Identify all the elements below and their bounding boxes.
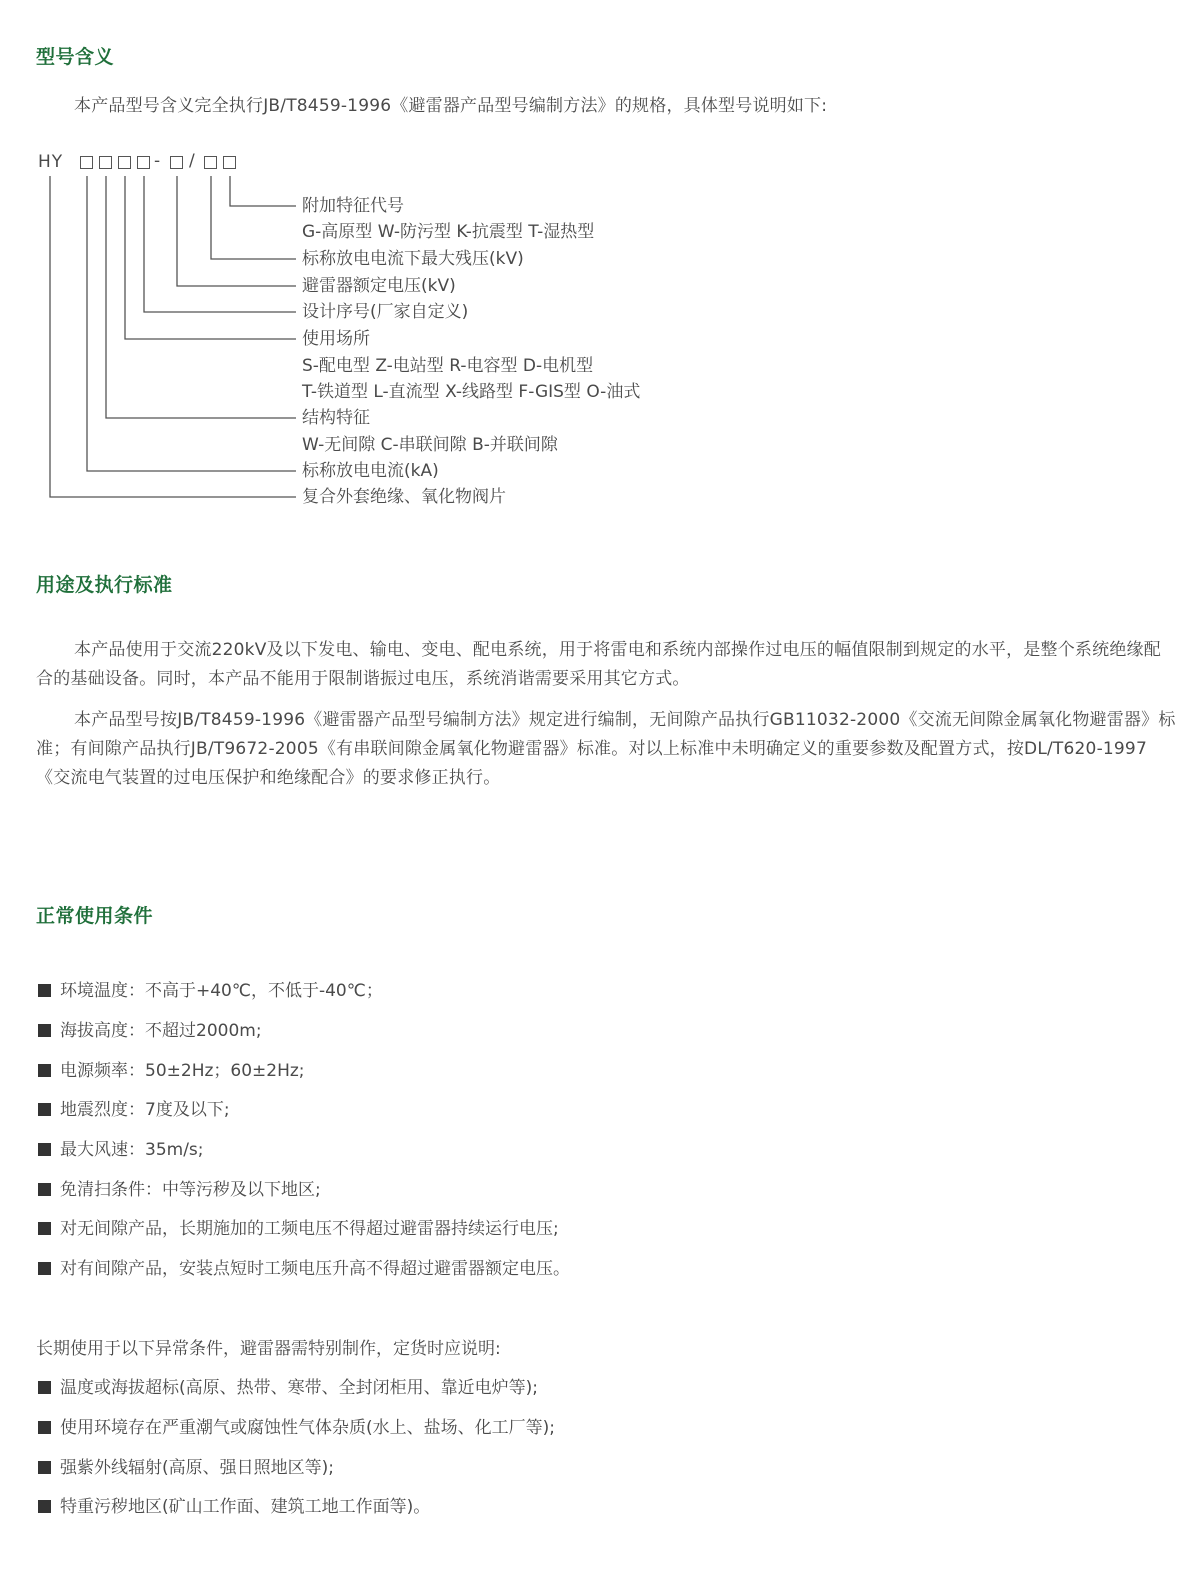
purpose-paragraph: 本产品使用于交流220kV及以下发电、输电、变电、配电系统，用于将雷电和系统内部操作过电压的幅值限制到规定的水平，是整个系统绝缘配合的基础设备。同时，本产品不能用于限制谐振过电压，系统消谐需要采用其它方式。 (36, 640, 1161, 689)
bullet-square-icon (38, 1183, 51, 1196)
condition-item: 环境温度：不高于+40℃，不低于-40℃； (38, 978, 383, 1004)
connector-line-box7 (230, 176, 296, 206)
section-title-model-meaning: 型号含义 (36, 46, 115, 68)
label-max-residual-voltage: 标称放电电流下最大残压(kV) (302, 249, 524, 269)
bullet-square-icon (38, 984, 51, 997)
condition-item: 对有间隙产品，安装点短时工频电压升高不得超过避雷器额定电压。 (38, 1256, 570, 1282)
abnormal-condition-item: 使用环境存在严重潮气或腐蚀性气体杂质(水上、盐场、化工厂等); (38, 1415, 555, 1441)
standards-paragraph: 本产品型号按JB/T8459-1996《避雷器产品型号编制方法》规定进行编制，无间隙产品执行GB11032-2000《交流无间隙金属氧化物避雷器》标准；有间隙产品执行JB/T9672-2005《有串联间隙金属氧化物避雷器》标准。对以上标准中未明确定义的重要参数及配置方式，按DL/T620-1997《交流电气装置的过电压保护和绝缘配合》的要求修正执行。 (36, 710, 1176, 788)
condition-item: 电源频率：50±2Hz；60±2Hz; (38, 1058, 305, 1084)
bullet-square-icon (38, 1262, 51, 1275)
label-nominal-discharge-current: 标称放电电流(kA) (302, 461, 439, 481)
model-diagram-lines (0, 0, 1200, 520)
label-structure-options: W-无间隙 C-串联间隙 B-并联间隙 (302, 435, 558, 455)
condition-item: 免清扫条件：中等污秽及以下地区; (38, 1177, 321, 1203)
model-prefix: HY (38, 152, 64, 172)
code-slash: / (189, 151, 195, 171)
abnormal-condition-item: 强紫外线辐射(高原、强日照地区等); (38, 1455, 334, 1481)
label-additional-feature: 附加特征代号 (302, 196, 404, 216)
condition-item: 对无间隙产品，长期施加的工频电压不得超过避雷器持续运行电压; (38, 1216, 559, 1242)
connector-line-box6 (211, 176, 296, 259)
code-dash: - (154, 151, 161, 171)
label-rated-voltage: 避雷器额定电压(kV) (302, 276, 456, 296)
bullet-square-icon (38, 1461, 51, 1474)
bullet-square-icon (38, 1500, 51, 1513)
connector-line-box2 (106, 176, 296, 418)
label-composite-housing: 复合外套绝缘、氧化物阀片 (302, 487, 506, 507)
condition-item: 地震烈度：7度及以下; (38, 1097, 230, 1123)
bullet-square-icon (38, 1381, 51, 1394)
label-usage-options-2: T-铁道型 L-直流型 X-线路型 F-GIS型 O-油式 (302, 382, 641, 402)
connector-line-box4 (144, 176, 296, 312)
bullet-square-icon (38, 1421, 51, 1434)
label-design-number: 设计序号(厂家自定义) (302, 302, 469, 322)
abnormal-conditions-intro: 长期使用于以下异常条件，避雷器需特别制作，定货时应说明: (36, 1339, 501, 1359)
section-title-purpose-standards: 用途及执行标准 (36, 574, 173, 596)
label-additional-feature-options: G-高原型 W-防污型 K-抗震型 T-湿热型 (302, 222, 595, 242)
bullet-square-icon (38, 1024, 51, 1037)
condition-item: 海拔高度：不超过2000m; (38, 1018, 262, 1044)
label-structure-feature: 结构特征 (302, 408, 370, 428)
condition-item: 最大风速：35m/s; (38, 1137, 204, 1163)
section-title-normal-conditions: 正常使用条件 (36, 905, 154, 927)
label-usage-options-1: S-配电型 Z-电站型 R-电容型 D-电机型 (302, 356, 594, 376)
bullet-square-icon (38, 1222, 51, 1235)
label-usage-location: 使用场所 (302, 329, 370, 349)
connector-line-box5 (177, 176, 296, 286)
bullet-square-icon (38, 1103, 51, 1116)
abnormal-condition-item: 温度或海拔超标(高原、热带、寒带、全封闭柜用、靠近电炉等); (38, 1375, 538, 1401)
connector-line-box1 (87, 176, 296, 471)
model-intro-paragraph: 本产品型号含义完全执行JB/T8459-1996《避雷器产品型号编制方法》的规格，具体型号说明如下: (74, 96, 828, 116)
bullet-square-icon (38, 1064, 51, 1077)
bullet-square-icon (38, 1143, 51, 1156)
abnormal-condition-item: 特重污秽地区(矿山工作面、建筑工地工作面等)。 (38, 1494, 430, 1520)
